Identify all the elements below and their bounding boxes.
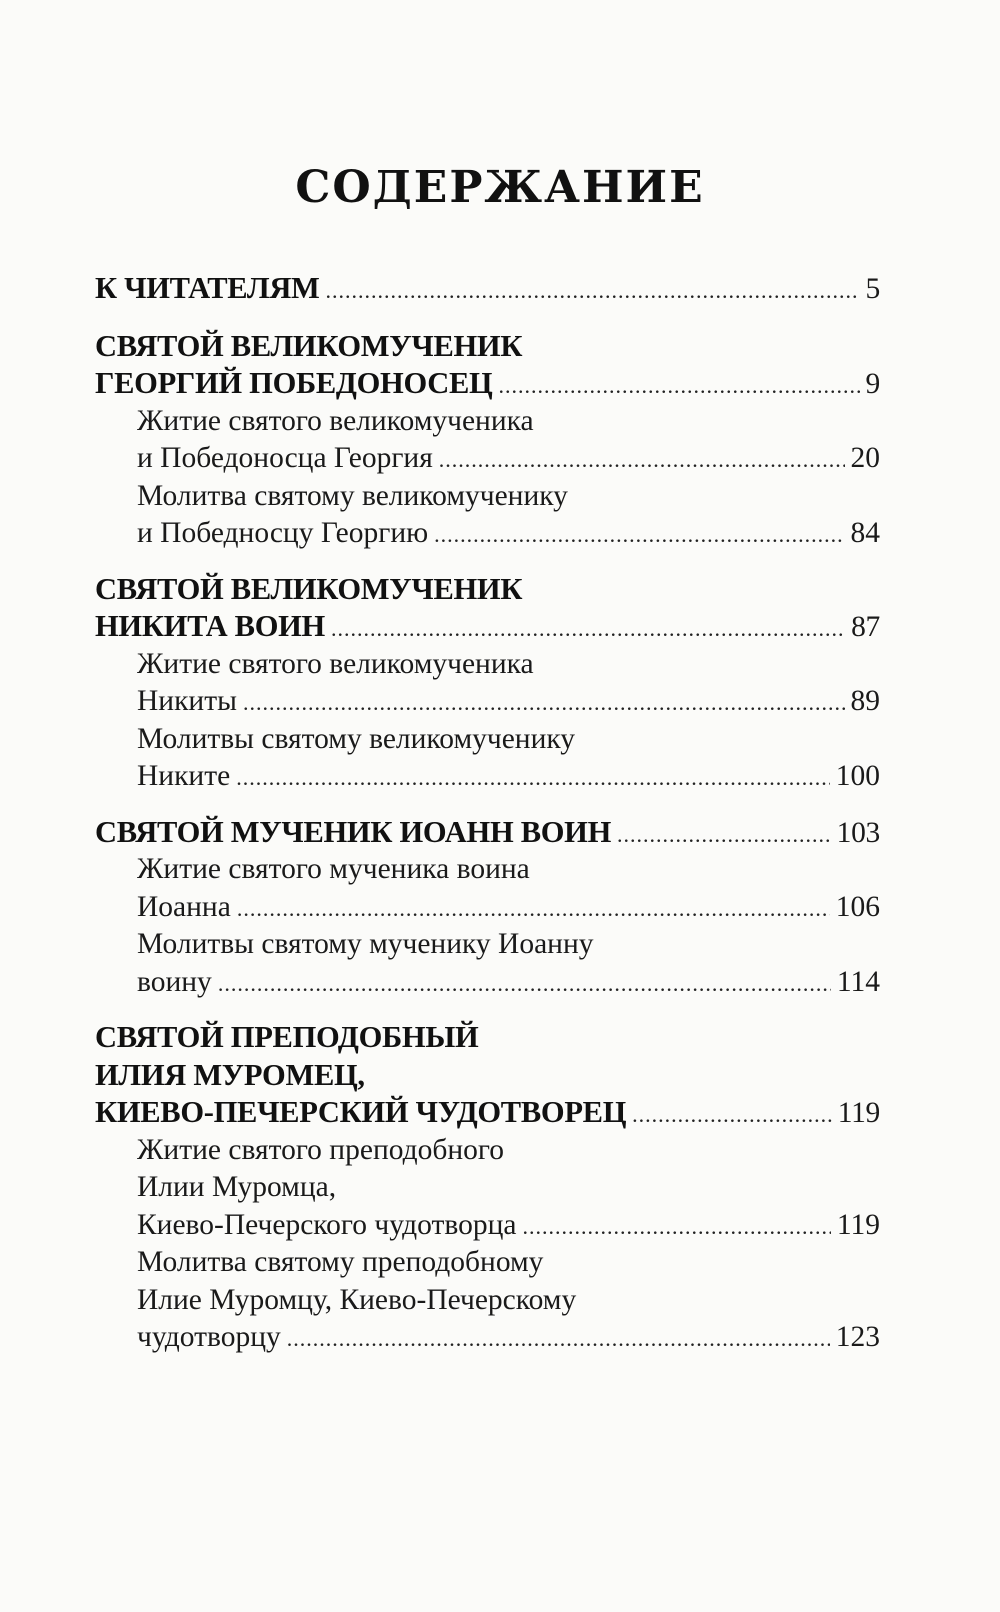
- dot-leader: [632, 1096, 832, 1134]
- page-number: 119: [836, 1208, 880, 1241]
- entry-line: [95, 515, 880, 553]
- entry-title-text: Молитва святому преподобному: [137, 1246, 544, 1278]
- entry-title-text: Илии Муромца,: [137, 1171, 337, 1203]
- section-heading: [95, 328, 880, 403]
- entry-line: [95, 814, 880, 852]
- entry-line: [95, 403, 880, 441]
- section-title-text: КИЕВО-ПЕЧЕРСКИЙ ЧУДОТВОРЕЦ: [95, 1095, 627, 1129]
- section-title-text: ГЕОРГИЙ ПОБЕДОНОСЕЦ: [95, 366, 493, 400]
- toc-section: [95, 571, 880, 796]
- entry-line: [95, 646, 880, 684]
- page-title: СОДЕРЖАНИЕ: [295, 162, 705, 213]
- page-number: 87: [851, 611, 880, 643]
- entry-line: [95, 328, 880, 366]
- page-number: 5: [865, 273, 880, 305]
- entry-line: [95, 1244, 880, 1282]
- entry-line: [95, 571, 880, 609]
- dot-leader: [439, 441, 845, 479]
- page-number: 119: [837, 1097, 880, 1129]
- page-number: 103: [836, 816, 880, 849]
- entry-title-text: Житие святого преподобного: [137, 1133, 505, 1166]
- section-heading: [95, 1019, 880, 1132]
- toc-entry: [95, 851, 880, 926]
- entry-line: [95, 1094, 880, 1132]
- page-number: 84: [850, 517, 880, 549]
- dot-leader: [498, 367, 859, 405]
- section-heading: [95, 571, 880, 646]
- dot-leader: [617, 816, 831, 854]
- toc-entry: [95, 1244, 880, 1357]
- entry-title-text: Никите: [137, 760, 231, 792]
- entry-title-text: Молитвы святому мученику Иоанну: [137, 928, 594, 960]
- section-title-text: К ЧИТАТЕЛЯМ: [95, 271, 320, 305]
- entry-title-text: Молитва святому великомученику: [137, 479, 568, 512]
- section-heading: [95, 270, 880, 308]
- entry-line: [95, 1207, 880, 1245]
- entry-line: [95, 478, 880, 516]
- dot-leader: [522, 1208, 830, 1246]
- entry-line: [95, 851, 880, 889]
- dot-leader: [434, 516, 844, 554]
- entry-title-text: Житие святого великомученика: [137, 647, 534, 680]
- section-title-text: НИКИТА ВОИН: [95, 609, 325, 643]
- entry-line: [95, 926, 880, 964]
- page-number: 89: [850, 685, 880, 717]
- entry-line: [95, 440, 880, 478]
- dot-leader: [326, 272, 860, 310]
- entry-title-text: воину: [137, 965, 212, 998]
- toc-entry: [95, 646, 880, 721]
- toc-entry: [95, 1132, 880, 1245]
- table-of-contents: [95, 270, 880, 1375]
- entry-title-text: чудотворцу: [137, 1321, 281, 1353]
- section-title-text: СВЯТОЙ МУЧЕНИК ИОАНН ВОИН: [95, 814, 612, 849]
- toc-entry: [95, 478, 880, 553]
- section-title-text: ИЛИЯ МУРОМЕЦ,: [95, 1057, 365, 1092]
- entry-line: [95, 721, 880, 759]
- entry-title-text: и Победоносца Георгия: [137, 442, 433, 474]
- dot-leader: [243, 684, 845, 722]
- entry-title-text: Житие святого мученика воина: [137, 853, 530, 885]
- entry-line: [95, 365, 880, 403]
- entry-line: [95, 608, 880, 646]
- entry-line: [95, 683, 880, 721]
- toc-section: [95, 1019, 880, 1357]
- page-number: 123: [835, 1321, 880, 1353]
- entry-line: [95, 889, 880, 927]
- section-title-text: СВЯТОЙ ВЕЛИКОМУЧЕНИК: [95, 328, 523, 363]
- toc-section: [95, 814, 880, 1002]
- toc-entry: [95, 403, 880, 478]
- entry-line: [95, 964, 880, 1002]
- entry-title-text: Илие Муромцу, Киево-Печерскому: [137, 1283, 577, 1316]
- entry-line: [95, 1169, 880, 1207]
- section-heading: [95, 814, 880, 852]
- dot-leader: [287, 1320, 830, 1358]
- entry-line: [95, 270, 880, 308]
- entry-line: [95, 1019, 880, 1057]
- entry-title-text: и Победносцу Георгию: [137, 517, 429, 549]
- entry-title-text: Никиты: [137, 685, 237, 717]
- toc-entry: [95, 926, 880, 1001]
- entry-line: [95, 1132, 880, 1170]
- entry-line: [95, 1282, 880, 1320]
- page-number: 106: [835, 890, 880, 923]
- toc-section: [95, 328, 880, 553]
- section-title-text: СВЯТОЙ ВЕЛИКОМУЧЕНИК: [95, 571, 523, 606]
- page-number: 100: [835, 760, 880, 792]
- entry-line: [95, 758, 880, 796]
- toc-entry: [95, 721, 880, 796]
- entry-line: [95, 1057, 880, 1095]
- entry-title-text: Иоанна: [137, 890, 231, 923]
- dot-leader: [237, 890, 830, 928]
- toc-section: [95, 270, 880, 308]
- section-title-text: СВЯТОЙ ПРЕПОДОБНЫЙ: [95, 1020, 479, 1054]
- dot-leader: [331, 610, 845, 648]
- dot-leader: [218, 965, 831, 1003]
- entry-line: [95, 1319, 880, 1357]
- page-number: 9: [865, 368, 880, 400]
- entry-title-text: Житие святого великомученика: [137, 404, 534, 437]
- dot-leader: [236, 759, 830, 797]
- page-number: 114: [836, 965, 880, 998]
- entry-title-text: Киево-Печерского чудотворца: [137, 1208, 517, 1241]
- entry-title-text: Молитвы святому великомученику: [137, 722, 576, 755]
- page-number: 20: [850, 442, 880, 474]
